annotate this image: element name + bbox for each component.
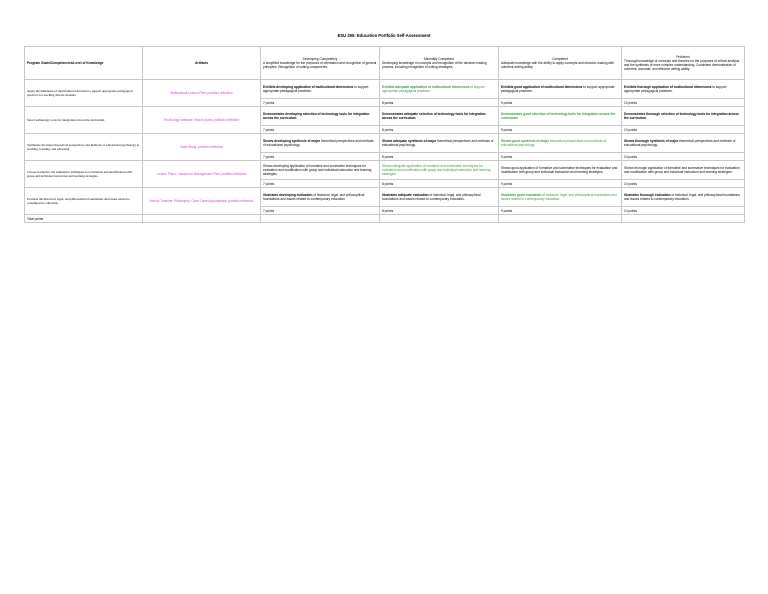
artifact-cell: Lesson Plans; Classroom Management Plan; portfolio reflection	[143, 161, 261, 188]
level-cell-emphasis: Exhibits developing application of multicultural dimensions	[263, 85, 354, 89]
level-cell	[622, 134, 745, 153]
level-header-minimal: Minimally Competent Developing knowledge of concepts and recognition of the decision making process, including recognition of writing strategies.	[380, 47, 499, 80]
level-cell	[622, 80, 745, 99]
total-label: Total points	[25, 215, 143, 223]
rubric-row	[25, 80, 745, 99]
points-cell: 8 points	[380, 180, 499, 188]
level-cell-emphasis: Illustrates thorough evaluation	[624, 193, 671, 197]
level-cell-text: theoretical perspectives and methods of educational psychology.	[263, 139, 374, 147]
header-row	[25, 47, 745, 80]
level-cell	[261, 161, 380, 180]
points-cell: 7 points	[261, 180, 380, 188]
level-cell	[380, 107, 499, 126]
points-cell: 9 points	[499, 180, 622, 188]
total-cell	[499, 215, 622, 223]
level-cell-emphasis: Exhibits adequate application of multicultural dimensions	[382, 85, 470, 89]
points-cell: 10 points	[622, 99, 745, 107]
rubric-row	[25, 188, 745, 207]
points-cell: 9 points	[499, 153, 622, 161]
level-cell	[261, 188, 380, 207]
points-cell: 8 points	[380, 99, 499, 107]
points-cell: 8 points	[380, 153, 499, 161]
points-cell: 7 points	[261, 99, 380, 107]
level-header-developing: Developing Competency A simplified knowledge for the purposes of orientation and recognition of general principles. Recognition of writing components.	[261, 47, 380, 80]
level-cell-text: to support appropriate pedagogical practices.	[382, 85, 485, 93]
points-cell: 9 points	[499, 126, 622, 134]
rubric-body	[25, 80, 745, 215]
standard-cell: Apply the dimension of multicultural education to support appropriate pedagogical practices for teaching diverse students.	[25, 80, 143, 107]
points-cell: 7 points	[261, 153, 380, 161]
level-cell	[499, 134, 622, 153]
level-cell	[261, 107, 380, 126]
level-cell	[499, 161, 622, 180]
level-cell-text: to support appropriate pedagogical practices.	[263, 85, 369, 93]
level-cell	[261, 80, 380, 99]
total-cell	[261, 215, 380, 223]
points-cell: 9 points	[499, 207, 622, 215]
artifact-cell: Case Study; portfolio reflection	[143, 134, 261, 161]
points-cell: 9 points	[499, 99, 622, 107]
points-cell: 8 points	[380, 126, 499, 134]
points-cell: 8 points	[380, 207, 499, 215]
level-cell-text: Shows thorough application of formative and summative techniques for evaluation and modification with group and individual instruction and learning strategies.	[624, 166, 740, 174]
rubric-row	[25, 107, 745, 126]
artifacts-header: Artifacts	[143, 47, 261, 80]
level-cell-emphasis: Shows developing synthesis of major	[263, 139, 321, 143]
level-cell-emphasis: Exhibits good application of multicultural dimensions	[501, 85, 583, 89]
program-header: Program Goals/Competencies/Level of Knowledge	[25, 47, 143, 80]
level-cell	[499, 188, 622, 207]
level-cell-emphasis: Shows adequate synthesis of major	[382, 139, 437, 143]
rubric-table	[24, 46, 745, 223]
level-cell	[380, 80, 499, 99]
level-cell-emphasis: Exhibits thorough application of multicultural dimensions	[624, 85, 712, 89]
level-cell-text: Shows good application of formative and summative techniques for evaluation and modification with group and individual instruction and learning strategies.	[501, 166, 618, 174]
page-title: ESU 295: Education Portfolio Self-Assessment	[337, 33, 431, 38]
total-cell	[380, 215, 499, 223]
level-header-proficient: Proficient Thorough knowledge of concepts and theories for the purposes of critical analysis and the synthesis of more complex understanding. Consistent demonstration of coherent, accurate, and effective writing ability.	[622, 47, 745, 80]
level-cell-emphasis: Shows thorough synthesis of major	[624, 139, 679, 143]
total-row	[25, 215, 745, 223]
level-cell-emphasis: Illustrates adequate evaluation	[382, 193, 429, 197]
rubric-row	[25, 134, 745, 153]
standard-cell: Select technology tools for integration across the curriculum.	[25, 107, 143, 134]
level-cell-text: of historical, legal, and philosophical foundations and issues related to contemporary education.	[263, 193, 365, 201]
level-cell	[261, 134, 380, 153]
level-cell-text: Shows developing application of formative and summative techniques for evaluation and modification with group and individual instruction and learning strategies.	[263, 164, 372, 176]
points-cell: 10 points	[622, 153, 745, 161]
level-cell-text: of historical, legal, and philosophical foundations and issues related to contemporary education.	[382, 193, 481, 201]
points-cell: 7 points	[261, 126, 380, 134]
level-cell-text: theoretical perspectives and methods of educational psychology.	[624, 139, 736, 147]
level-cell-emphasis: Demonstrates good selection of technology tools for integration across the curriculum.	[501, 112, 616, 120]
level-cell-text: theoretical perspectives and methods of educational psychology.	[501, 139, 607, 147]
level-cell-text: Shows adequate application of formative and summative techniques for evaluation and modification with group and individual instruction and learning strategies.	[382, 164, 491, 176]
level-cell	[380, 134, 499, 153]
total-cell	[143, 215, 261, 223]
level-cell-text: of historical, legal, and philosophical foundations and issues related to contemporary education.	[624, 193, 740, 201]
points-cell: 10 points	[622, 180, 745, 188]
level-cell-emphasis: Shows good synthesis of major	[501, 139, 549, 143]
level-cell	[380, 161, 499, 180]
points-cell: 10 points	[622, 126, 745, 134]
points-cell: 10 points	[622, 207, 745, 215]
rubric-row	[25, 161, 745, 180]
level-cell-emphasis: Demonstrates adequate selection of technology tools for integration across the curriculum.	[382, 112, 486, 120]
standard-cell: Evaluate the historical, legal, and philosophical foundations and issues related to contemporary education.	[25, 188, 143, 215]
level-cell	[622, 107, 745, 126]
level-cell	[380, 188, 499, 207]
level-cell-emphasis: Illustrates good evaluation	[501, 193, 542, 197]
level-cell	[622, 161, 745, 180]
total-cell	[622, 215, 745, 223]
artifact-cell: Technology software; lesson plans; portfolio reflection	[143, 107, 261, 134]
artifact-cell: Multicultural Lesson Plan; portfolio reflection	[143, 80, 261, 107]
level-cell-emphasis: Demonstrates thorough selection of technology tools for integration across the curriculum.	[624, 112, 739, 120]
standard-cell: Synthesize the major theoretical perspectives and methods of educational psychology to teaching, learning, and schooling.	[25, 134, 143, 161]
level-cell-text: of historical, legal, and philosophical foundations and issues related to contemporary education.	[501, 193, 617, 201]
level-cell	[499, 107, 622, 126]
level-cell-text: theoretical perspectives and methods of educational psychology.	[382, 139, 494, 147]
level-cell-emphasis: Illustrates developing evaluation	[263, 193, 313, 197]
points-cell: 7 points	[261, 207, 380, 215]
standard-cell: Choose formative and summative techniques for evaluation and modification with group and individual instruction and learning strategies.	[25, 161, 143, 188]
level-cell-text: to support appropriate pedagogical practices.	[501, 85, 615, 93]
level-cell-emphasis: Demonstrates developing selection of technology tools for integration across the curriculum.	[263, 112, 370, 120]
artifact-cell: History Timeline; Philosophy; Court Case Argumentary; portfolio reflection	[143, 188, 261, 215]
level-cell-text: to support appropriate pedagogical practices.	[624, 85, 727, 93]
level-header-competent: Competent Adequate knowledge with the ability to apply concepts and decision-making with coherent writing ability.	[499, 47, 622, 80]
level-cell	[499, 80, 622, 99]
level-cell	[622, 188, 745, 207]
